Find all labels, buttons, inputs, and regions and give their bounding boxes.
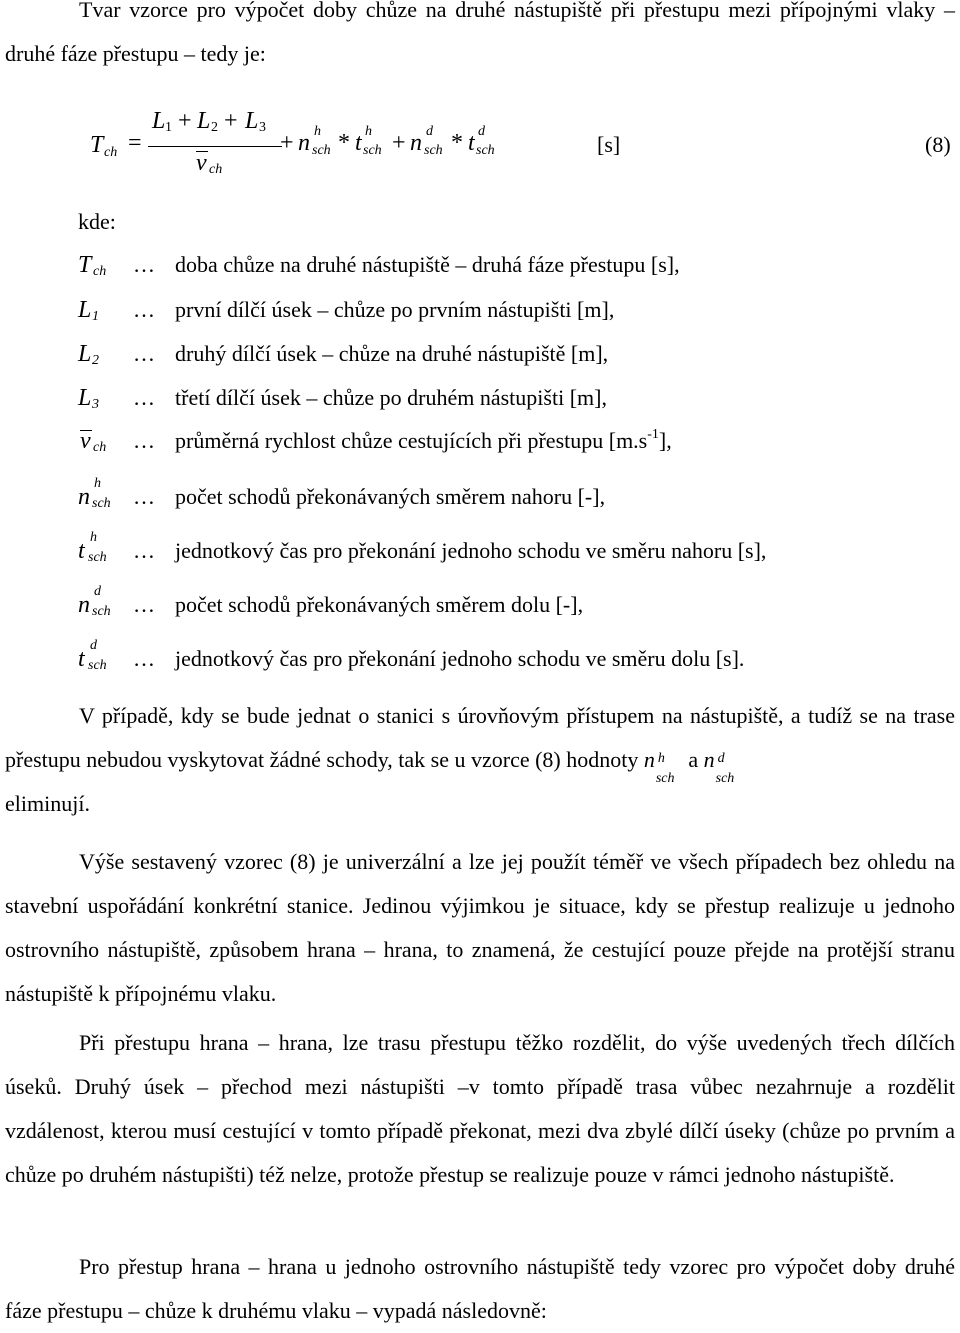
definition-row: t h sch … jednotkový čas pro překonání jednoho schodu ve směru nahoru [s], <box>78 530 767 565</box>
formula-number: (8) <box>925 132 951 157</box>
document-page: Tvar vzorce pro výpočet doby chůze na druhé nástupiště při přestupu mezi přípojnými vlaky – druhé fáze přestupu – tedy je: T ch = L 1 + L 2 + L 3 v ch + n h sch * t h sch + n d sch * t d sch [s] (8) kde: T ch … doba chůze na druhé nástupiště – druhá fáze přestupu [s], L 1 … první dílčí úsek – chůze po prvním nástupišti [m], L 2 … druhý dílčí úsek – chůze na druhé nástupiště [m], L 3 … třetí dílčí úsek – chůze po druhém nástupišti [m], v ch … průměrná rychlost chůze cestujících při přestupu $[m.s^{-1}]$, n h sch … počet schodů překonávaných směrem nahoru [-], t h sch … jednotkový čas pro překonání jednoho schodu ve směru nahoru [s], n d sch … počet schodů překonávaných směrem dolu [-], t d sch … jednotkový čas pro překonání jednoho schodu ve směru dolu [s]. V případě, kdy se bude jednat o stanici s úrovňovým přístupem na nástupiště, a tudíž se na trase přestupu nebudou vyskytovat žádné schody, tak se u vzorce (8) hodnoty n h sch a n d sch eliminují. Výše sestavený vzorec (8) je univerzální a lze jej použít téměř ve všech případech bez ohledu na stavební uspořádání konkrétní stanice. Jedinou výjimkou je situace, kdy se přestup realizuje u jednoho ostrovního nástupiště, způsobem hrana – hrana, to znamená, že cestující pouze přejde na protější stranu nástupiště k přípojnému vlaku. Při přestupu hrana – hrana, lze trasu přestupu těžko rozdělit, do výše uvedených třech dílčích úseků. Druhý úsek – přechod mezi nástupišti –v tomto případě trasa vůbec nezahrnuje a rozdělit vzdálenost, kterou musí cestující v tomto případě překonat, mezi dva zbylé dílčí úseky (chůze po prvním a chůze po druhém nástupišti) též nelze, protože přestup se realizuje pouze v rámci jednoho nástupiště. Pro přestup hrana – hrana u jednoho ostrovního nástupiště tedy vzorec pro výpočet doby druhé fáze přestupu – chůze k druhému vlaku – vypadá následovně: <box>0 0 960 1327</box>
definition-row: L 1 … první dílčí úsek – chůze po prvním nástupišti [m], <box>78 297 615 324</box>
definition-row: n d sch … počet schodů překonávaných směrem dolu [-], <box>78 584 584 619</box>
definition-row: t d sch … jednotkový čas pro překonání jednoho schodu ve směru dolu [s]. <box>78 638 745 673</box>
definition-row: L 3 … třetí dílčí úsek – chůze po druhém nástupišti [m], <box>78 385 607 412</box>
paragraph-3: Při přestupu hrana – hrana, lze trasu přestupu těžko rozdělit, do výše uvedených třech dílčích úseků. Druhý úsek – přechod mezi nástupišti –v tomto případě trasa vůbec nezahrnuje a rozdělit vzdálenost, kterou musí cestující v tomto případě překonat, mezi dva zbylé dílčí úseky (chůze po prvním a chůze po druhém nástupišti) též nelze, protože přestup se realizuje pouze v rámci jednoho nástupiště. <box>5 1030 955 1187</box>
fraction-bar <box>148 146 282 147</box>
paragraph-2: Výše sestavený vzorec (8) je univerzální a lze jej použít téměř ve všech případech bez ohledu na stavební uspořádání konkrétní stanice. Jedinou výjimkou je situace, kdy se přestup realizuje u jednoho ostrovního nástupiště, způsobem hrana – hrana, to znamená, že cestující pouze přejde na protější stranu nástupiště k přípojnému vlaku. <box>5 849 955 1006</box>
definition-row: L 2 … druhý dílčí úsek – chůze na druhé nástupiště [m], <box>78 341 609 368</box>
definition-row: v ch … průměrná rychlost chůze cestujících při přestupu $[m.s^{-1}]$, <box>80 427 672 455</box>
formula-unit: [s] <box>597 132 621 157</box>
intro-paragraph: Tvar vzorce pro výpočet doby chůze na druhé nástupiště při přestupu mezi přípojnými vlaky – druhé fáze přestupu – tedy je: <box>5 0 955 66</box>
definition-row: n h sch … počet schodů překonávaných směrem nahoru [-], <box>78 476 606 511</box>
paragraph-1: V případě, kdy se bude jednat o stanici s úrovňovým přístupem na nástupiště, a tudíž se na trase přestupu nebudou vyskytovat žádné schody, tak se u vzorce (8) hodnoty n h sch a n d sch eliminují. <box>5 703 955 816</box>
kde-label: kde: <box>78 209 116 234</box>
paragraph-4: Pro přestup hrana – hrana u jednoho ostrovního nástupiště tedy vzorec pro výpočet doby druhé fáze přestupu – chůze k druhému vlaku – vypadá následovně: <box>5 1254 955 1323</box>
definition-row: T ch … doba chůze na druhé nástupiště – druhá fáze přestupu [s], <box>78 252 680 279</box>
